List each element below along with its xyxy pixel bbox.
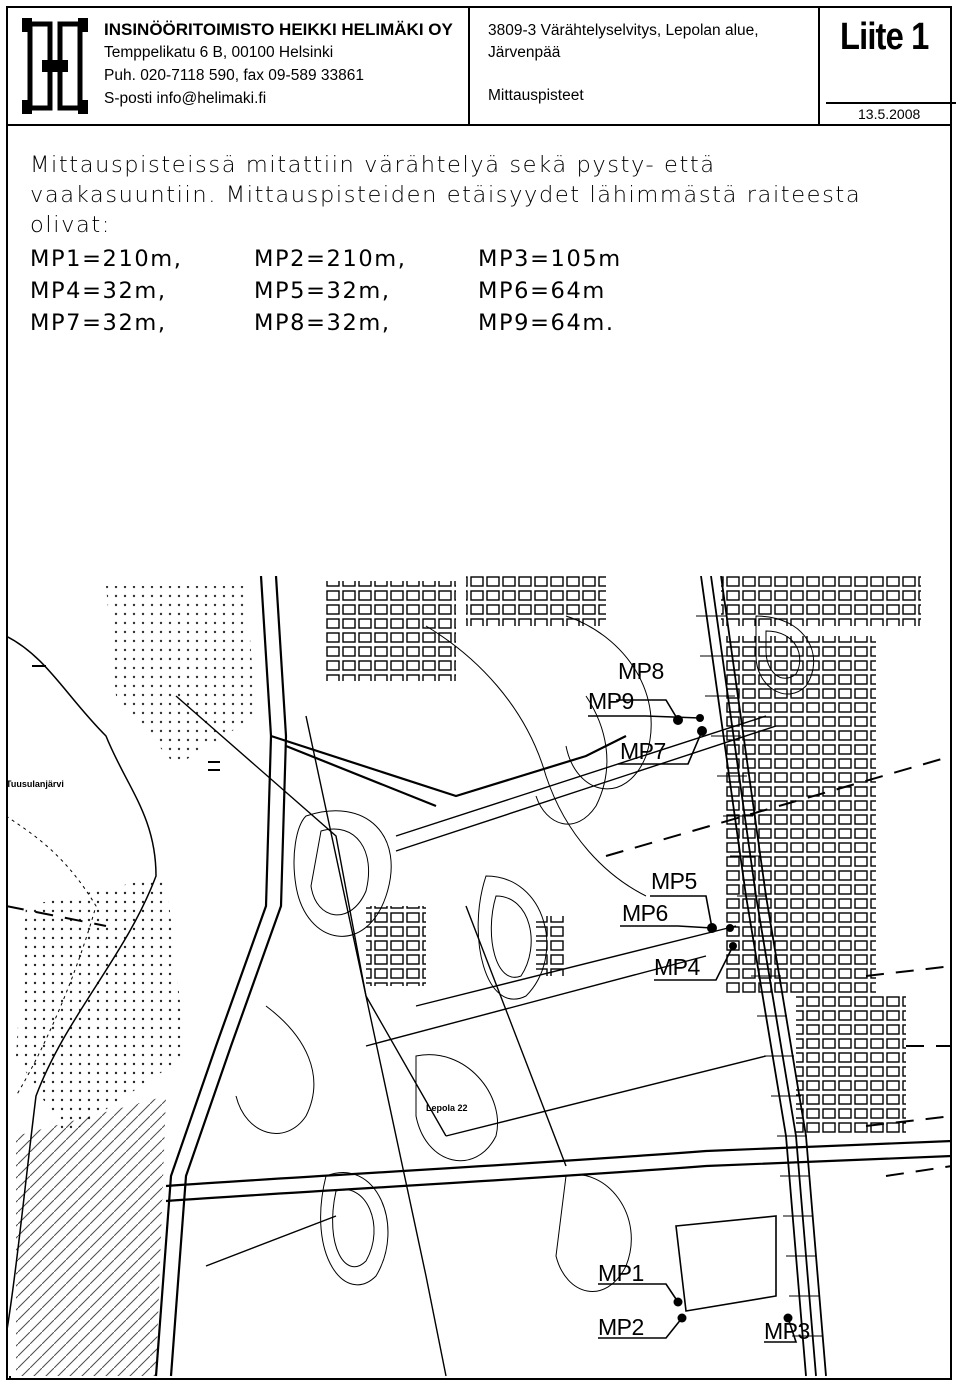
mp3-label: MP3	[764, 1318, 810, 1344]
project-info	[488, 20, 759, 107]
lake-label: Tuusulanjärvi	[6, 779, 64, 789]
mp6-label: MP6	[622, 900, 668, 926]
mp7-label: MP7	[620, 738, 666, 764]
company-info	[104, 18, 453, 110]
mp4-label: MP4	[654, 954, 700, 980]
distance-value: MP6=64m	[478, 278, 606, 304]
distance-value: MP4=32m,	[30, 278, 167, 304]
distance-value: MP8=32m,	[254, 310, 391, 336]
distance-value: MP3=105m	[478, 246, 622, 272]
description-line: Mittauspisteissä mitattiin värähtelyä sekä pysty- että	[30, 152, 716, 178]
divider	[468, 6, 470, 124]
map-drawing	[6, 576, 952, 1380]
description-line: olivat:	[30, 212, 111, 238]
company-name: INSINÖÖRITOIMISTO HEIKKI HELIMÄKI OY	[104, 20, 453, 39]
distance-value: MP1=210m,	[30, 246, 183, 272]
lepola-label: Lepola 22	[426, 1103, 468, 1113]
mp8-label: MP8	[618, 658, 664, 684]
distance-value: MP9=64m.	[478, 310, 615, 336]
mp9-label: MP9	[588, 688, 634, 714]
mp1-label: MP1	[598, 1260, 644, 1286]
description-line: vaakasuuntiin. Mittauspisteiden etäisyydet lähimmästä raiteesta	[30, 182, 862, 208]
distance-value: MP5=32m,	[254, 278, 391, 304]
project-title-1: 3809-3 Värähtelyselvitys, Lepolan alue,	[488, 22, 759, 39]
company-email: S-posti info@helimaki.fi	[104, 90, 267, 107]
title-block	[6, 6, 952, 126]
company-address: Temppelikatu 6 B, 00100 Helsinki	[104, 44, 334, 61]
divider	[818, 6, 820, 124]
project-title-2: Järvenpää	[488, 44, 561, 61]
mp2-label: MP2	[598, 1314, 644, 1340]
company-logo	[20, 16, 90, 116]
mp5-label: MP5	[651, 868, 697, 894]
company-phone: Puh. 020-7118 590, fax 09-589 33861	[104, 67, 364, 84]
distance-value: MP2=210m,	[254, 246, 407, 272]
appendix-label: Liite 1	[840, 16, 929, 58]
date-divider	[826, 102, 956, 104]
document-date: 13.5.2008	[858, 106, 921, 122]
description	[30, 150, 950, 240]
site-map	[6, 576, 952, 1380]
distance-value: MP7=32m,	[30, 310, 167, 336]
project-subtitle: Mittauspisteet	[488, 87, 584, 104]
